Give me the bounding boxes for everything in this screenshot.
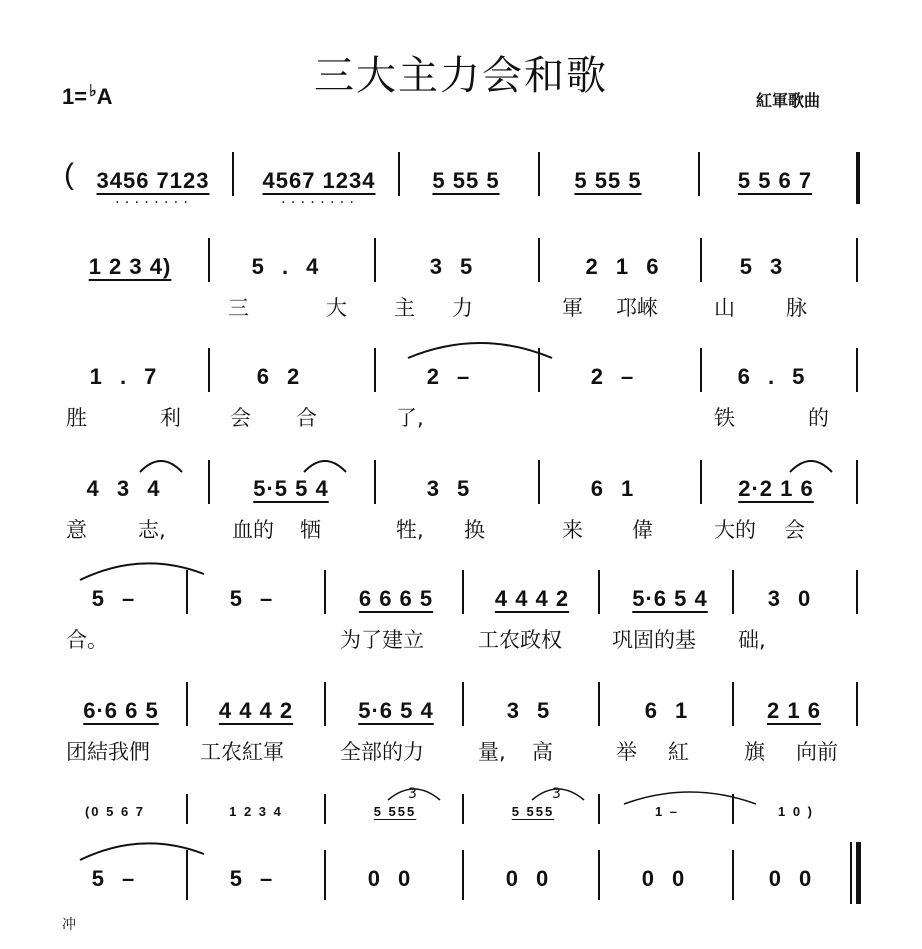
lyric: 的 [808, 406, 829, 430]
bar-line [186, 570, 188, 614]
measure: 6 1 [644, 698, 694, 723]
bar-line [598, 850, 600, 900]
slur-arc [300, 454, 350, 474]
lyric: 軍 [562, 296, 583, 320]
measure: 5 55 5 [432, 168, 500, 193]
lyric: 旗 [744, 740, 765, 764]
bar-line [324, 850, 326, 900]
bar-line [732, 850, 734, 900]
final-bar-thin [850, 842, 852, 904]
measure: (0 5 6 7 [84, 804, 146, 819]
measure: 5 – [91, 866, 141, 891]
measure: 0 0 [505, 866, 555, 891]
bar-line [324, 682, 326, 726]
bar-line [700, 348, 702, 392]
bar-line [374, 238, 376, 282]
bar-line [538, 238, 540, 282]
measure: 1 0 ) [777, 804, 814, 819]
flat-sign: ♭ [89, 83, 97, 100]
song-title: 三大主力会和歌 [314, 53, 608, 99]
bar-line [462, 682, 464, 726]
lyric: 意 [66, 518, 87, 542]
bar-line [538, 152, 540, 196]
measure: 1 – [654, 804, 680, 819]
bar-line [324, 794, 326, 824]
lyric: 利 [160, 406, 181, 430]
lyric: 全部的力 [340, 740, 424, 764]
measure: 5 – [229, 586, 279, 611]
bar-line [374, 348, 376, 392]
bar-line [208, 460, 210, 504]
lyric: 换 [464, 518, 485, 542]
lyric: 血的 [232, 518, 274, 542]
measure: 5 – [91, 586, 141, 611]
lyric: 向前 [796, 740, 838, 764]
measure: 6 1 [590, 476, 640, 501]
measure: 1 2 3 4) [88, 254, 172, 279]
bar-line [374, 460, 376, 504]
lyric: 会 [784, 518, 805, 542]
lyric: 山 [714, 296, 735, 320]
measure: 5·6 5 4 [358, 698, 434, 723]
lyric: 脉 [786, 296, 807, 320]
lyric: 合 [296, 406, 317, 430]
bar-line [538, 460, 540, 504]
lyric: 工农紅軍 [200, 740, 284, 764]
measure: 5 555 [511, 804, 555, 819]
lyric: 力 [452, 296, 473, 320]
measure: 5 – [229, 866, 279, 891]
measure: 3 5 [429, 254, 479, 279]
measure: 0 0 [641, 866, 691, 891]
lyric: 来 [562, 518, 583, 542]
bar-line [538, 348, 540, 392]
bar-line [732, 570, 734, 614]
measure: 2 – [590, 364, 640, 389]
lyric: 牲, [396, 518, 424, 542]
lyric: 牺 [300, 518, 321, 542]
measure: 0 0 [367, 866, 417, 891]
measure: 2 1 6 [585, 254, 665, 279]
bar-line [208, 348, 210, 392]
bar-line [732, 794, 734, 824]
lyric: 志, [138, 518, 166, 542]
measure: 3 5 [506, 698, 556, 723]
measure: 6 2 [256, 364, 306, 389]
bar-line [186, 794, 188, 824]
measure: 4 4 4 2 [218, 698, 294, 723]
bar-line [598, 570, 600, 614]
measure: 3 5 [426, 476, 476, 501]
bar-line [856, 152, 860, 204]
lyric: 偉 [632, 518, 653, 542]
measure: 2 – [426, 364, 476, 389]
slur-arc [136, 454, 186, 474]
measure: 6·6 6 5 [83, 698, 159, 723]
composer-label: 紅軍歌曲 [756, 91, 821, 110]
measure: 5 555 [373, 804, 417, 819]
measure: 5·5 5 4 [253, 476, 329, 501]
measure: 3 0 [767, 586, 817, 611]
measure: 5·6 5 4 [632, 586, 708, 611]
measure: 1 . 7 [89, 364, 163, 389]
bar-line [186, 682, 188, 726]
measure: 2·2 1 6 [738, 476, 814, 501]
measure: 5 3 [739, 254, 789, 279]
bar-line [462, 570, 464, 614]
bar-line [856, 348, 858, 392]
lyric: 主 [394, 296, 415, 320]
bar-line [856, 238, 858, 282]
key-prefix: 1= [62, 84, 88, 109]
bar-line [856, 682, 858, 726]
bar-line [732, 682, 734, 726]
measure: 6 6 6 5 [358, 586, 434, 611]
key-note: A [96, 84, 113, 109]
lyric: 了, [396, 406, 424, 430]
lyric: 工农政权 [478, 628, 562, 652]
bar-line [598, 682, 600, 726]
lyric: 邛崍 [616, 296, 658, 320]
slur-arc [786, 454, 836, 474]
bar-line [700, 460, 702, 504]
tie-arc [400, 332, 560, 362]
lyric: 为了建立 [340, 628, 424, 652]
lyric: 胜 [66, 406, 87, 430]
bar-line [398, 152, 400, 196]
final-bar-thick [856, 842, 861, 904]
bar-line [598, 794, 600, 824]
lyric: 大 [326, 296, 347, 320]
measure: 4 3 4 [86, 476, 166, 501]
measure: 3456 7123 • • • [86, 166, 220, 196]
lyric: 高 [532, 740, 553, 764]
bar-line [698, 152, 700, 196]
bar-line [700, 238, 702, 282]
measure: 4567 1234 • • • [254, 166, 384, 196]
bar-line [462, 850, 464, 900]
lyric: 三 [228, 296, 249, 320]
lyric: 巩固的基 [612, 628, 696, 652]
lyric: 团結我們 [66, 740, 150, 764]
measure: 6 . 5 [737, 364, 811, 389]
bar-line [208, 238, 210, 282]
lyric: 举 [616, 740, 637, 764]
bar-line [232, 152, 234, 196]
lyric: 铁 [714, 406, 735, 430]
bar-line [324, 570, 326, 614]
bar-line [856, 570, 858, 614]
measure: 2 1 6 [767, 698, 821, 723]
bar-line [856, 460, 858, 504]
lyric: 会 [230, 406, 251, 430]
triplet-mark: 3 [552, 786, 561, 802]
measure: 5 5 6 7 [737, 168, 813, 193]
lyric: 紅 [668, 740, 689, 764]
measure: 5 55 5 [574, 168, 642, 193]
key-signature [62, 84, 113, 110]
bar-line [186, 850, 188, 900]
measure: 4 4 4 2 [494, 586, 570, 611]
open-paren: ( [64, 158, 74, 191]
lyric: 合。 [66, 628, 108, 652]
lyric: 础, [738, 628, 766, 652]
measure: 1 2 3 4 [229, 804, 283, 819]
lyric: 量, [478, 740, 506, 764]
lyric: 大的 [714, 518, 756, 542]
bar-line [462, 794, 464, 824]
measure: 5 . 4 [251, 254, 325, 279]
measure: 0 0 [768, 866, 818, 891]
footer-mark: 冲 [62, 917, 76, 933]
triplet-mark: 3 [408, 786, 417, 802]
